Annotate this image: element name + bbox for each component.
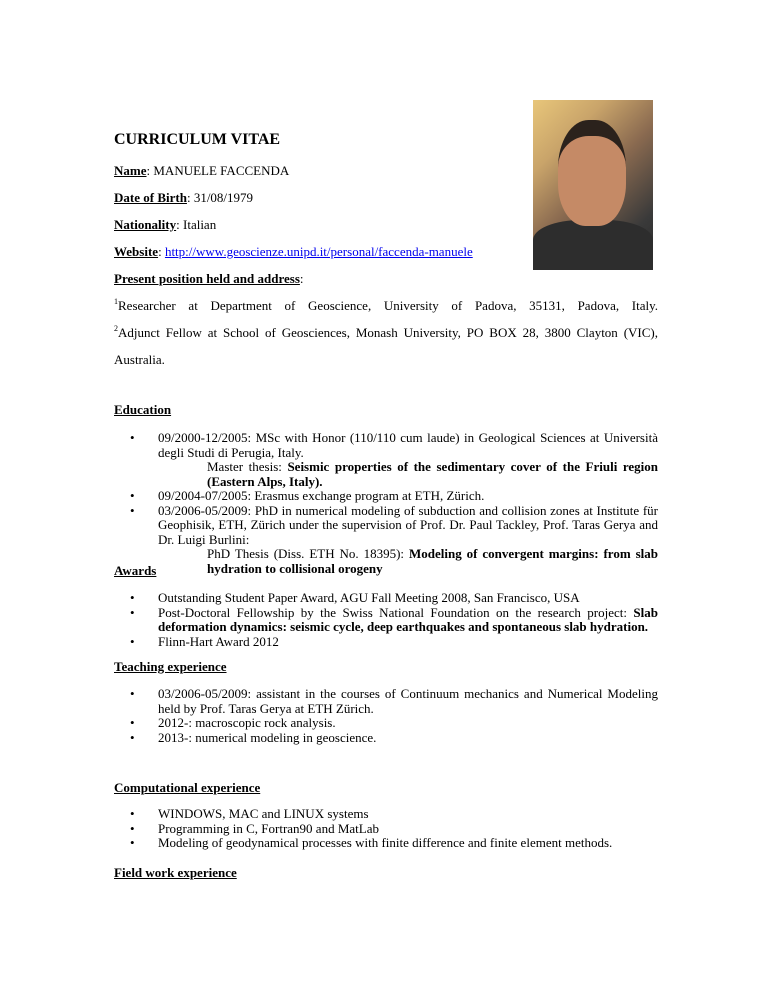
nationality-value: Italian — [183, 217, 217, 232]
item-text: Post-Doctoral Fellowship by the Swiss National Foundation on the research project: — [158, 604, 634, 620]
education-heading: Education — [114, 402, 172, 417]
nationality-field: Nationality: Italian — [114, 217, 217, 232]
item-text: Flinn-Hart Award 2012 — [158, 633, 279, 649]
sub-label: PhD Thesis (Diss. ETH No. 18395): — [207, 546, 409, 561]
list-item — [114, 504, 658, 577]
dob-label: Date of Birth — [114, 190, 187, 205]
teaching-list — [114, 687, 658, 745]
name-label: Name — [114, 163, 147, 178]
sub-title: Modeling of convergent margins: from slab hydration to collisional orogeny — [207, 546, 658, 576]
fieldwork-heading: Field work experience — [114, 865, 237, 880]
list-item: • 2012-: macroscopic rock analysis. — [114, 716, 658, 731]
footnote-2: 2 — [114, 324, 118, 333]
footnote-1: 1 — [114, 297, 118, 306]
computational-heading: Computational experience — [114, 780, 261, 795]
dob-field: Date of Birth: 31/08/1979 — [114, 190, 254, 205]
page-title: CURRICULUM VITAE — [114, 131, 281, 148]
sub-label: Master thesis: — [207, 459, 288, 474]
item-sub — [158, 547, 658, 576]
list-item: • 03/2006-05/2009: assistant in the courses of Continuum mechanics and Numerical Modeling held by Prof. Taras Gerya at ETH Zürich. — [114, 687, 658, 716]
awards-heading: Awards — [114, 563, 157, 578]
list-item: • Modeling of geodynamical processes with finite difference and finite element methods. — [114, 836, 658, 851]
list-item — [114, 489, 658, 504]
nationality-label: Nationality — [114, 217, 177, 232]
item-text: 09/2000-12/2005: MSc with Honor (110/110 cum laude) in Geological Sciences at Università degli Studi di Perugia, Italy. — [158, 430, 658, 460]
sub-title: Seismic properties of the sedimentary cover of the Friuli region (Eastern Alps, Italy). — [207, 459, 658, 489]
position-field: Present position held and address: — [114, 271, 304, 286]
list-item: • Programming in C, Fortran90 and MatLab — [114, 822, 658, 837]
item-bold: Slab deformation dynamics: seismic cycle, deep earthquakes and spontaneous slab hydration. — [158, 604, 658, 634]
website-link[interactable]: http://www.geoscienze.unipd.it/personal/faccenda-manuele — [164, 244, 473, 259]
list-item: • 2013-: numerical modeling in geoscience. — [114, 731, 658, 746]
item-text: Outstanding Student Paper Award, AGU Fall Meeting 2008, San Francisco, USA — [158, 590, 580, 605]
teaching-heading: Teaching experience — [114, 659, 227, 674]
address-2-cont: Australia. — [114, 352, 165, 367]
profile-photo — [533, 100, 653, 270]
education-list — [114, 431, 658, 576]
item-text: 09/2004-07/2005: Erasmus exchange program at ETH, Zürich. — [158, 488, 485, 503]
website-label: Website — [114, 244, 159, 259]
item-text: 03/2006-05/2009: PhD in numerical modeling of subduction and collision zones at Institute für Geophisik, ETH, Zürich under the supervision of Prof. Dr. Paul Tackley, Prof. Taras Gerya and Dr. Luigi Burlini: — [158, 502, 658, 547]
position-label: Present position held and address — [114, 271, 300, 286]
address-2-text: Adjunct Fellow at School of Geosciences, Monash University, PO BOX 28, 3800 Clayton (VIC), — [118, 325, 658, 340]
awards-list — [114, 591, 658, 649]
dob-value: 31/08/1979 — [193, 190, 254, 205]
item-sub — [158, 460, 658, 489]
list-item: • WINDOWS, MAC and LINUX systems — [114, 807, 658, 822]
list-item — [114, 606, 658, 635]
name-field: Name: MANUELE FACCENDA — [114, 163, 290, 178]
address-1-text: Researcher at Department of Geoscience, University of Padova, 35131, Padova, Italy. — [118, 298, 658, 313]
website-field: Website: http://www.geoscienze.unipd.it/personal/faccenda-manuele — [114, 244, 473, 259]
address-2 — [114, 325, 658, 341]
address-1 — [114, 298, 658, 314]
list-item — [114, 431, 658, 489]
list-item — [114, 591, 658, 606]
computational-list — [114, 807, 658, 851]
list-item — [114, 635, 658, 650]
name-value: MANUELE FACCENDA — [153, 163, 290, 178]
